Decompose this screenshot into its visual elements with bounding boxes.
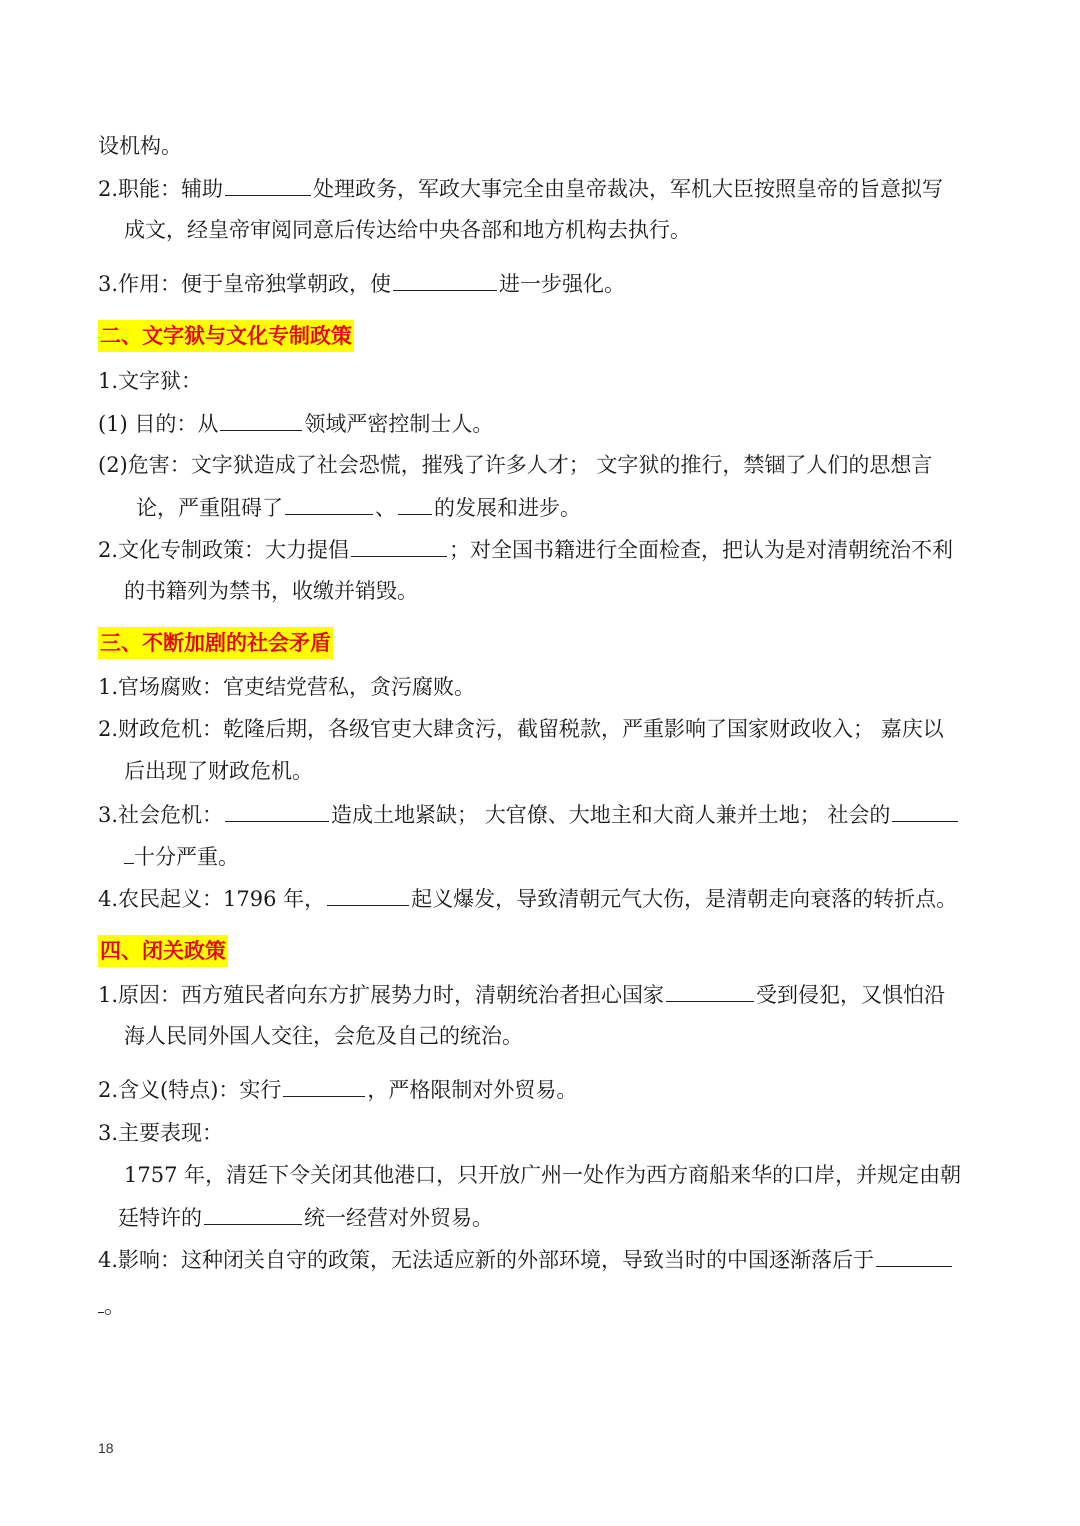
text-line: 1.文字狱： [98,369,203,393]
text-line: 2.文化专制政策：大力提倡 ；对全国书籍进行全面检查，把认为是对清朝统治不利 [98,534,953,565]
page-number: 18 [98,1440,114,1456]
text-line: 4.农民起义：1796 年， 起义爆发，导致清朝元气大伤，是清朝走向衰落的转折点。 [98,883,957,914]
section-heading: 四、闭关政策 [98,935,228,967]
fill-blank[interactable] [666,979,754,1002]
fill-blank[interactable] [351,534,447,557]
text-line: 3.作用：便于皇帝独掌朝政，使 进一步强化。 [98,268,625,299]
text-line: 2.职能：辅助 处理政务，军政大事完全由皇帝裁决，军机大臣按照皇帝的旨意拟写 [98,173,943,204]
text-line: 十分严重。 [124,841,239,872]
text-line: 1.官场腐败：官吏结党营私，贪污腐败。 [98,675,476,699]
fill-blank[interactable] [892,799,958,822]
text-line: 成文，经皇帝审阅同意后传达给中央各部和地方机构去执行。 [124,218,691,242]
text-line: 2.含义(特点)：实行 ，严格限制对外贸易。 [98,1074,577,1105]
fill-blank[interactable] [204,1202,302,1225]
text-line: 海人民同外国人交往，会危及自己的统治。 [124,1024,523,1048]
text-line: 设机构。 [98,134,182,158]
fill-blank[interactable] [283,1074,365,1097]
text-line: 廷特许的 统一经营对外贸易。 [118,1202,493,1233]
fill-blank[interactable] [225,173,311,196]
text-line: 的书籍列为禁书，收缴并销毁。 [124,579,418,603]
section-heading: 二、文字狱与文化专制政策 [98,320,354,352]
text-line: 1.原因：西方殖民者向东方扩展势力时，清朝统治者担心国家 受到侵犯，又惧怕沿 [98,979,945,1010]
fill-blank[interactable] [398,492,432,515]
text-line: (2)危害：文字狱造成了社会恐慌，摧残了许多人才； 文字狱的推行，禁锢了人们的思想言 [98,453,933,477]
fill-blank[interactable] [124,841,134,864]
section-heading: 三、不断加剧的社会矛盾 [98,627,333,659]
text-line: 1757 年，清廷下令关闭其他港口，只开放广州一处作为西方商船来华的口岸，并规定由朝 [124,1163,962,1187]
fill-blank[interactable] [220,408,302,431]
fill-blank[interactable] [225,799,329,822]
fill-blank[interactable] [327,883,409,906]
text-line: 。 [98,1290,125,1321]
text-line: 2.财政危机：乾隆后期，各级官吏大肆贪污，截留税款，严重影响了国家财政收入； 嘉庆以 [98,717,944,741]
fill-blank[interactable] [876,1244,952,1267]
text-line: 论，严重阻碍了 、 的发展和进步。 [136,492,581,523]
fill-blank[interactable] [393,268,497,291]
text-line: 3.主要表现： [98,1121,224,1145]
text-line: 4.影响：这种闭关自守的政策，无法适应新的外部环境，导致当时的中国逐渐落后于 [98,1244,954,1275]
text-line: 后出现了财政危机。 [124,759,313,783]
text-line: (1) 目的：从 领域严密控制士人。 [98,408,493,439]
fill-blank[interactable] [285,492,373,515]
text-line: 3.社会危机： 造成土地紧缺； 大官僚、大地主和大商人兼并土地； 社会的 [98,799,960,830]
